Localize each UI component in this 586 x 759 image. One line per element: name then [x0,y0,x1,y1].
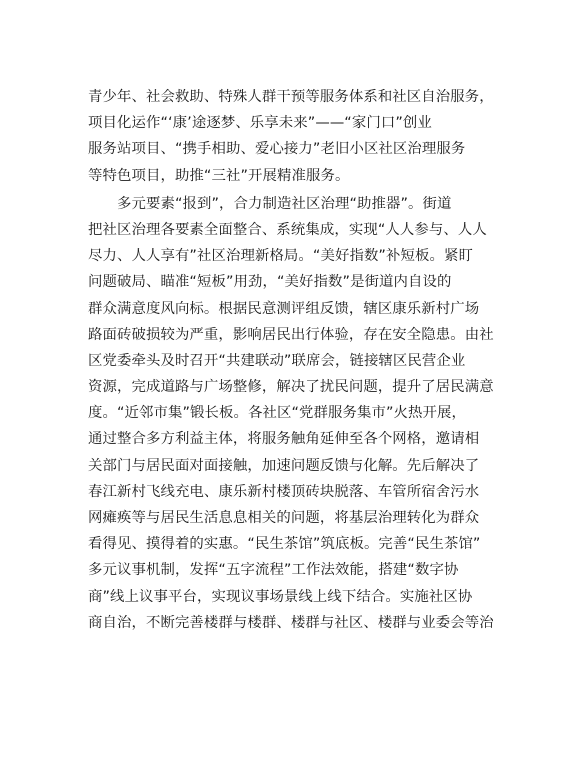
text-line: 度。“近邻市集”锻长板。各社区“党群服务集市”火热开展， [88,405,466,422]
text-line: 资源，完成道路与广场整修，解决了扰民问题，提升了居民满意 [88,379,494,396]
text-line: 服务站项目、“携手相助、爱心接力”老旧小区社区治理服务 [88,141,466,158]
paragraph-2 [88,191,498,636]
text-line: 商自治，不断完善楼群与楼群、楼群与社区、楼群与业委会等治 [88,614,494,631]
text-line: 多元要素“报到”，合力制造社区治理“助推器”。街道 [117,195,452,212]
text-line: 看得见、摸得着的实惠。“民生茶馆”筑底板。完善“民生茶馆” [88,536,481,553]
text-line: 青少年、社会救助、特殊人群干预等服务体系和社区自治服务， [88,89,494,105]
body-text [88,84,498,636]
text-line: 路面砖破损较为严重，影响居民出行体验，存在安全隐患。由社 [88,326,494,343]
text-line: 把社区治理各要素全面整合、系统集成，实现“人人参与、人人 [88,221,487,238]
paragraph-1 [88,84,498,189]
text-line: 区党委牵头及时召开“共建联动”联席会，链接辖区民营企业 [88,352,466,369]
text-line: 网瘫痪等与居民生活息息相关的问题，将基层治理转化为群众 [88,510,480,526]
text-line: 等特色项目，助推“三社”开展精准服务。 [88,167,350,184]
text-line: 春江新村飞线充电、康乐新村楼顶砖块脱落、车管所宿舍污水 [88,483,480,500]
text-line: 尽力、人人享有”社区治理新格局。“美好指数”补短板。紧盯 [88,248,473,265]
text-line: 项目化运作“‘康’途逐梦、乐享未来”——“家门口”创业 [88,115,432,132]
text-line: 商”线上议事平台，实现议事场景线上线下结合。实施社区协 [88,588,473,605]
text-line: 通过整合多方利益主体，将服务触角延伸至各个网格，邀请相 [88,431,480,448]
text-line: 关部门与居民面对面接触，加速问题反馈与化解。先后解决了 [88,457,480,474]
text-line: 问题破局、瞄准“短板”用劲，“美好指数”是街道内自设的 [88,274,452,291]
text-line: 多元议事机制，发挥“五字流程”工作法效能，搭建“数字协 [88,562,459,579]
text-line: 群众满意度风向标。根据民意测评组反馈，辖区康乐新村广场 [88,300,480,317]
